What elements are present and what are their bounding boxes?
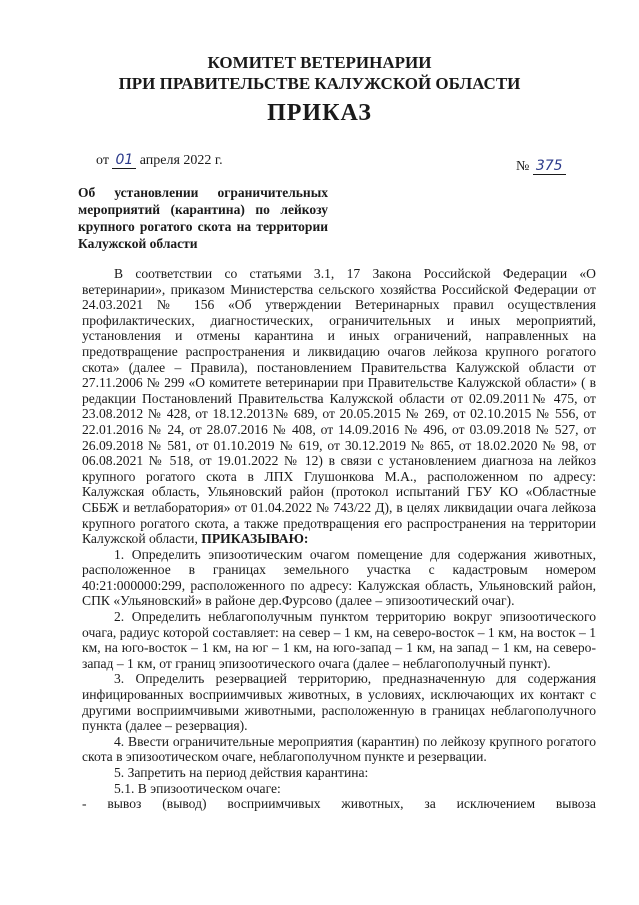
dash-word: восприимчивых — [227, 796, 321, 812]
header-line-2: ПРИ ПРАВИТЕЛЬСТВЕ КАЛУЖСКОЙ ОБЛАСТИ — [118, 74, 521, 93]
dash-word: (вывод) — [162, 796, 207, 812]
date-prefix: от — [96, 153, 109, 168]
dash-word: вывоза — [555, 796, 596, 812]
dash-word: вывоз — [107, 796, 142, 812]
document-title: ПРИКАЗ — [267, 100, 372, 126]
order-date — [96, 152, 223, 169]
item-3: 3. Определить резервацией территорию, предназначенную для содержания инфицированных восприимчивых животных, в условиях, исключающих их контакт с другими восприимчивыми животными, расположенную в границах неблагополучного пункта (далее – резервация). — [82, 671, 596, 734]
dash-word: животных, — [341, 796, 404, 812]
item-5-1: 5.1. В эпизоотическом очаге: — [114, 780, 281, 796]
item-1: 1. Определить эпизоотическим очагом помещение для содержания животных, расположенное в границах земельного участка с кадастровым номером 40:21:000000:299, расположенного по адресу: Калужская область, Ульяновский район, СПК «Ульяновский» в районе дер.Фурсово (далее – эпизоотический очаг). — [82, 546, 596, 609]
header-line-1: КОМИТЕТ ВЕТЕРИНАРИИ — [207, 53, 432, 72]
number-value-handwritten: 375 — [533, 158, 566, 175]
order-number — [516, 158, 566, 175]
order-subject: Об установлении ограничительных мероприятий (карантина) по лейкозу крупного рогатого скота на территории Калужской области — [78, 185, 328, 251]
date-day-handwritten: 01 — [112, 152, 136, 169]
item-5: 5. Запретить на период действия карантина: — [114, 765, 369, 780]
preamble-text: В соответствии со статьями 3.1, 17 Закона Российской Федерации «О ветеринарии», приказом Министерства сельского хозяйства Российской Федерации от 24.03.2021 № 156 «Об утверждении Ветеринарных правил осуществления профилактических, диагностических, ограничительных и иных мероприятий, установления и отмены карантина и иных ограничений, направленных на предотвращение распространения и ликвидацию очагов лейкоза крупного рогатого скота» (далее – Правила), постановлением Правительства Калужской области от 27.11.2006 № 299 «О комитете ветеринарии при Правительстве Калужской области» ( в редакции Постановлений Правительства Калужской области от 02.09.2011№ 475, от 23.08.2012 № 428, от 18.12.2013№ 689, от 20.05.2015 № 269, от 02.10.2015 № 556, от 22.01.2016 № 24, от 28.07.2016 № 408, от 14.09.2016 № 496, от 03.09.2018 № 527, от 26.09.2018 № 581, от 01.10.2019 № 619, от 30.12.2019 № 865, от 18.02.2020 № 98, от 06.08.2021 № 518, от 19.01.2022 № 12) в связи с установлением диагноза на лейкоз крупного рогатого скота в ЛПХ Глушонкова М.А., расположенном по адресу: Калужская область, Ульяновский район (протокол испытаний ГБУ КО «Областные СББЖ и ветлаборатория» от 01.04.2022 № 743/22 Д), в целях ликвидации очага лейкоза крупного рогатого скота, а также предотвращения его распространения на территории Калужской области, — [82, 266, 596, 547]
dash-word: исключением — [456, 796, 536, 812]
item-4: 4. Ввести ограничительные мероприятия (карантин) по лейкозу крупного рогатого скота в эпизоотическом очаге, неблагополучном пункте и резервации. — [82, 733, 596, 765]
number-prefix: № — [516, 159, 530, 174]
order-body — [82, 266, 596, 812]
document-header — [0, 52, 639, 94]
dash-word: за — [424, 796, 436, 812]
item-2: 2. Определить неблагополучным пунктом территорию вокруг эпизоотического очага, радиус которой составляет: на север – 1 км, на северо-восток – 1 км, на восток – 1 км, на юго-восток – 1 км, на юг – 1 км, на юго-запад – 1 км, на запад – 1 км, на северо-запад – 1 км, от границ эпизоотического очага (далее – неблагополучный пункт). — [82, 609, 596, 671]
dash-marker: - — [82, 796, 87, 812]
date-rest: апреля 2022 г. — [139, 153, 223, 168]
preamble-paragraph — [82, 266, 596, 547]
order-word: ПРИКАЗЫВАЮ: — [201, 531, 309, 547]
dash-list-item — [82, 796, 596, 812]
